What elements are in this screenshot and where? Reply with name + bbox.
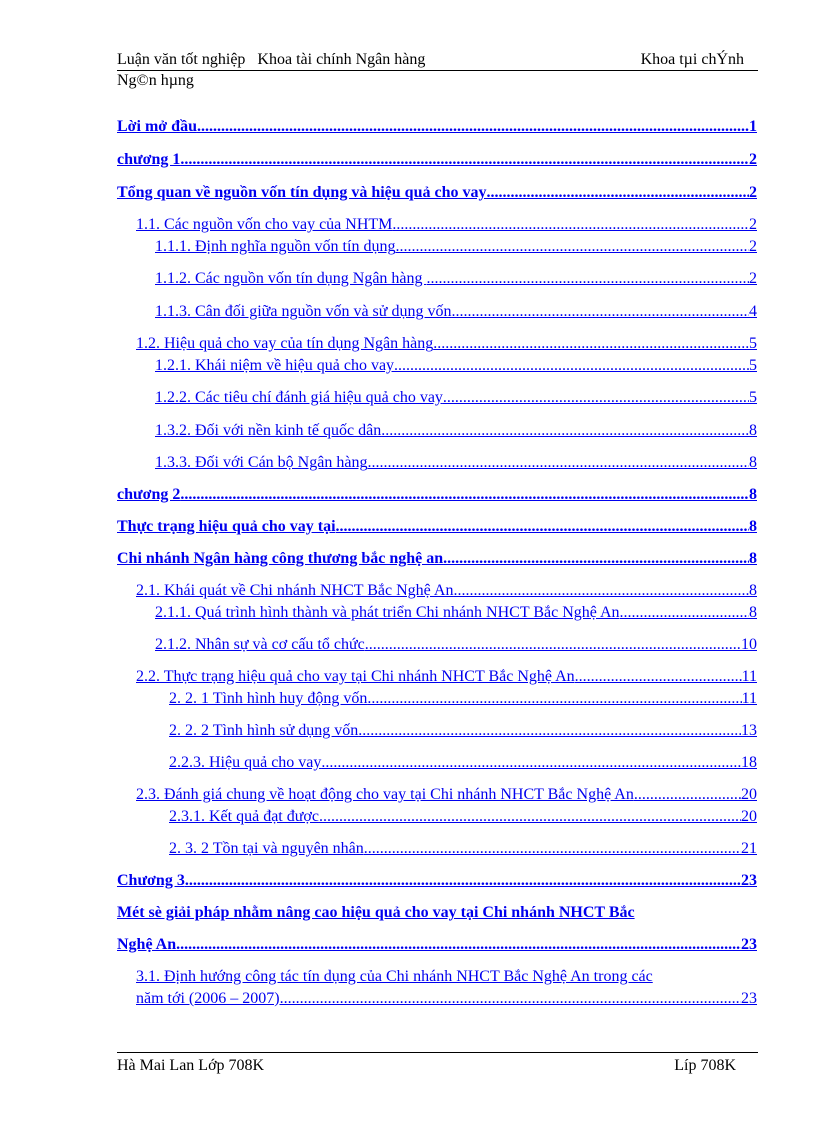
header-continuation: Ng©n hµng [117, 72, 194, 89]
toc-entry-2-2-2[interactable]: 2. 2. 2 Tình hình sử dụng vốn ..... 13 [155, 722, 757, 740]
toc-entry-2-3[interactable]: 2.3. Đánh giá chung về hoạt động cho vay tại Chi nhánh NHCT Bắc Nghệ An ..... 20 [136, 786, 757, 804]
toc-entry-1-2-1[interactable]: 1.2.1. Khái niệm về hiệu quả cho vay ..... 5 [155, 357, 757, 375]
toc-entry-tong-quan[interactable]: Tổng quan về nguồn vốn tín dụng và hiệu quả cho vay ..... 2 [117, 184, 757, 202]
toc-entry-1-2-2[interactable]: 1.2.2. Các tiêu chí đánh giá hiệu quả cho vay ..... 5 [155, 389, 757, 407]
toc-entry-giai-phap-line1[interactable]: Mét sè giải pháp nhằm nâng cao hiệu quả cho vay tại Chi nhánh NHCT Bắc [117, 904, 635, 921]
toc-entry-1-3-3[interactable]: 1.3.3. Đối với Cán bộ Ngân hàng ..... 8 [155, 454, 757, 472]
header-right: Khoa tµi chÝnh [640, 51, 744, 68]
toc-entry-thuc-trang[interactable]: Thực trạng hiệu quả cho vay tại ..... 8 [117, 518, 757, 536]
toc-entry-chuong-1[interactable]: chương 1 ..... 2 [117, 151, 757, 169]
toc-entry-giai-phap-line2[interactable]: Nghệ An ..... 23 [117, 936, 757, 954]
toc-entry-2-1-1[interactable]: 2.1.1. Quá trình hình thành và phát triển Chi nhánh NHCT Bắc Nghệ An ..... 8 [155, 604, 757, 622]
toc-entry-chuong-3[interactable]: Chương 3 ..... 23 [117, 872, 757, 890]
footer-divider [117, 1052, 758, 1053]
toc-entry-2-2-3[interactable]: 2.2.3. Hiệu quả cho vay ..... 18 [155, 754, 757, 772]
toc-entry-1-2[interactable]: 1.2. Hiệu quả cho vay của tín dụng Ngân hàng ..... 5 [136, 335, 757, 353]
toc-entry-2-2-1[interactable]: 2. 2. 1 Tình hình huy động vốn ..... 11 [155, 690, 757, 708]
toc-entry-chi-nhanh[interactable]: Chi nhánh Ngân hàng công thương bắc nghệ an ..... 8 [117, 550, 757, 568]
toc-entry-3-1-line1[interactable]: 3.1. Định hướng công tác tín dụng của Chi nhánh NHCT Bắc Nghệ An trong các [136, 968, 653, 985]
toc-entry-2-3-1[interactable]: 2.3.1. Kết quả đạt được ..... 20 [155, 808, 757, 826]
toc-entry-2-2[interactable]: 2.2. Thực trạng hiệu quả cho vay tại Chi nhánh NHCT Bắc Nghệ An ..... 11 [136, 668, 757, 686]
footer-left: Hà Mai Lan Lớp 708K [117, 1057, 265, 1074]
toc-entry-2-3-2[interactable]: 2. 3. 2 Tồn tại và nguyên nhân ..... 21 [155, 840, 757, 858]
toc-entry-1-1-3[interactable]: 1.1.3. Cân đối giữa nguồn vốn và sử dụng vốn ..... 4 [155, 303, 757, 321]
toc-entry-1-3-2[interactable]: 1.3.2. Đối với nền kinh tế quốc dân ..... 8 [155, 422, 757, 440]
toc-entry-2-1-2[interactable]: 2.1.2. Nhân sự và cơ cấu tổ chức ..... 10 [155, 636, 757, 654]
page-header [117, 49, 758, 71]
toc-entry-loi-mo-dau[interactable]: Lời mở đầu ..... 1 [117, 118, 757, 136]
footer-right: Líp 708K [674, 1057, 736, 1074]
toc-entry-3-1-line2[interactable]: năm tới (2006 – 2007) ..... 23 [136, 990, 757, 1008]
toc-entry-1-1-1[interactable]: 1.1.1. Định nghĩa nguồn vốn tín dụng ..... 2 [155, 238, 757, 256]
toc-entry-1-1-2[interactable]: 1.1.2. Các nguồn vốn tín dụng Ngân hàng ..... 2 [155, 270, 757, 288]
toc-entry-chuong-2[interactable]: chương 2 ..... 8 [117, 486, 757, 504]
toc-entry-2-1[interactable]: 2.1. Khái quát về Chi nhánh NHCT Bắc Nghệ An ..... 8 [136, 582, 757, 600]
toc-entry-1-1[interactable]: 1.1. Các nguồn vốn cho vay của NHTM ..... 2 [136, 216, 757, 234]
header-left: Luận văn tốt nghiệp Khoa tài chính Ngân hàng [117, 51, 426, 68]
